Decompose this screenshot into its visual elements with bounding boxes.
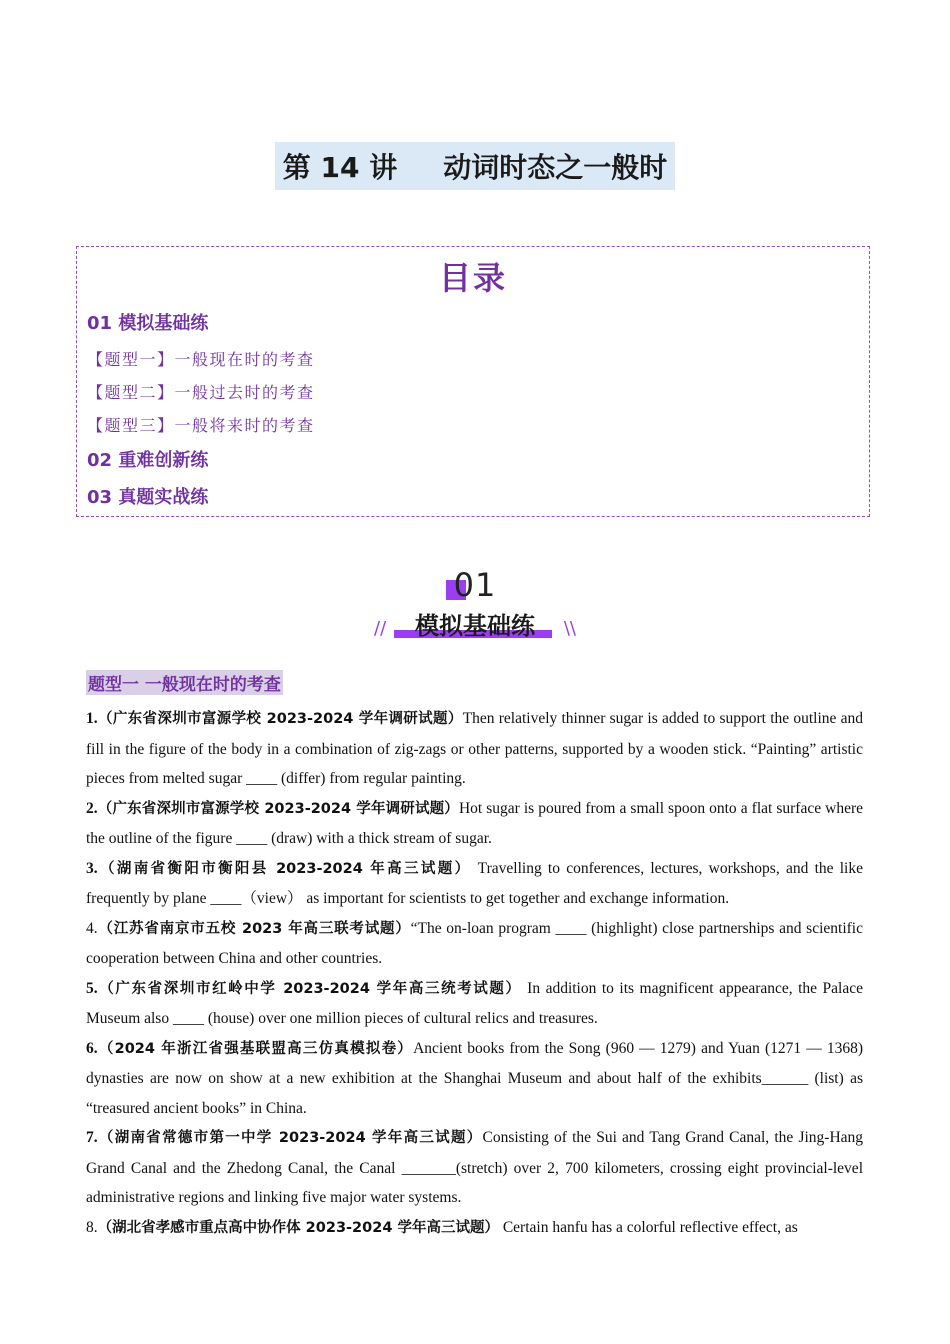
section-banner bbox=[370, 566, 580, 646]
toc-sub-type-2[interactable]: 【题型二】一般过去时的考查 bbox=[87, 383, 315, 402]
lecture-number: 第 14 讲 bbox=[279, 144, 401, 188]
banner-left-slash: // bbox=[374, 618, 387, 639]
question-source: （湖南省衡阳市衡阳县 2023-2024 年高三试题） bbox=[97, 860, 472, 877]
question-item bbox=[86, 1123, 863, 1213]
question-type-heading: 题型一 一般现在时的考查 bbox=[86, 670, 283, 695]
question-list bbox=[86, 704, 863, 1243]
question-number: 7. bbox=[86, 1129, 98, 1146]
question-source: （江苏省南京市五校 2023 年高三联考试题） bbox=[97, 920, 411, 937]
page-title-text bbox=[275, 142, 675, 190]
question-number: 6. bbox=[86, 1039, 98, 1057]
question-source: （广东省深圳市红岭中学 2023-2024 学年高三统考试题） bbox=[97, 980, 522, 997]
toc-section-01[interactable]: 01 模拟基础练 bbox=[87, 313, 209, 334]
question-source: （2024 年浙江省强基联盟高三仿真模拟卷） bbox=[97, 1040, 414, 1057]
toc-sub-type-1[interactable]: 【题型一】一般现在时的考查 bbox=[87, 350, 315, 369]
question-source: （广东省深圳市富源学校 2023-2024 学年调研试题） bbox=[97, 711, 463, 727]
question-number: 3. bbox=[86, 859, 98, 877]
table-of-contents bbox=[76, 246, 870, 517]
toc-section-03[interactable]: 03 真题实战练 bbox=[87, 487, 209, 508]
question-number: 1. bbox=[86, 710, 98, 727]
question-text: Ancient books from the Song (960 — 1279) and Yuan (1271 — 1368) dynasties are now on show at a new exhibition at the Shanghai Museum and about half of the exhibits______ (list) as “treasured ancient books” in China. bbox=[86, 1039, 864, 1117]
question-item bbox=[86, 914, 863, 974]
question-item bbox=[86, 854, 863, 914]
question-text: “The on-loan program ____ (highlight) close partnerships and scientific cooperation between China and other countries. bbox=[86, 919, 863, 967]
question-text: Then relatively thinner sugar is added to support the outline and fill in the figure of the body in a combination of zig-zags or other patterns, supported by a wooden stick. “Painting” artistic pieces from melted sugar ____ (differ) from regular painting. bbox=[86, 710, 863, 787]
question-number: 8. bbox=[86, 1218, 98, 1236]
lecture-topic: 动词时态之一般时 bbox=[439, 144, 671, 188]
question-item bbox=[86, 704, 863, 794]
question-item bbox=[86, 794, 863, 854]
toc-heading: 目录 bbox=[438, 259, 507, 297]
question-number: 4. bbox=[86, 919, 98, 937]
question-text: Travelling to conferences, lectures, workshops, and the like frequently by plane ____（view） as important for scientists to get together and exchange information. bbox=[86, 859, 863, 907]
question-text: In addition to its magnificent appearance, the Palace Museum also ____ (house) over one million pieces of cultural relics and treasures. bbox=[86, 979, 863, 1027]
question-source: （广东省深圳市富源学校 2023-2024 学年调研试题） bbox=[97, 800, 459, 817]
question-text: Hot sugar is poured from a small spoon onto a flat surface where the outline of the figure ____ (draw) with a thick stream of sugar. bbox=[86, 799, 863, 847]
question-number: 2. bbox=[86, 799, 98, 817]
banner-number: 01 bbox=[453, 566, 497, 604]
question-source: （湖北省孝感市重点高中协作体 2023-2024 学年高三试题） bbox=[97, 1219, 499, 1236]
question-number: 5. bbox=[86, 979, 98, 997]
banner-label: 模拟基础练 bbox=[415, 612, 535, 640]
question-text: Certain hanfu has a colorful reflective effect, as bbox=[498, 1218, 798, 1236]
question-item bbox=[86, 1213, 863, 1244]
toc-sub-type-3[interactable]: 【题型三】一般将来时的考查 bbox=[87, 416, 315, 435]
toc-section-02[interactable]: 02 重难创新练 bbox=[87, 450, 209, 471]
page-title bbox=[0, 142, 950, 190]
question-item bbox=[86, 1034, 863, 1124]
question-source: （湖南省常德市第一中学 2023-2024 学年高三试题） bbox=[97, 1130, 483, 1146]
banner-right-slash: \\ bbox=[563, 618, 576, 639]
question-item bbox=[86, 974, 863, 1034]
question-text: Consisting of the Sui and Tang Grand Canal, the Jing-Hang Grand Canal and the Zhedong Canal, the Canal _______(stretch) over 2, 700 kilometers, crossing eight provincial-level administrative regions and linking five major water systems. bbox=[86, 1129, 864, 1206]
